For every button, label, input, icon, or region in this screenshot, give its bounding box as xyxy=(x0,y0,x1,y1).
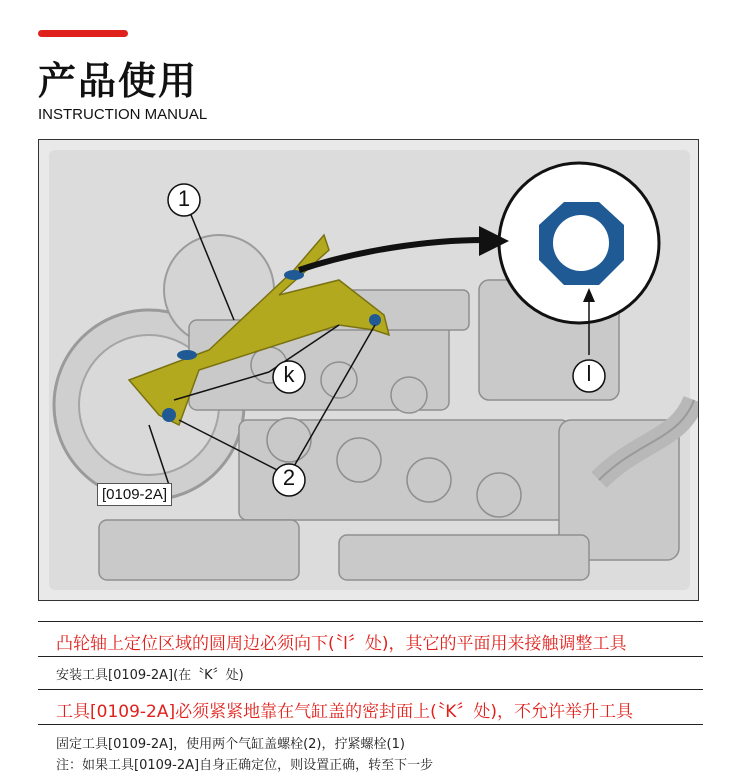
instruction-line-1: 凸轮轴上定位区域的圆周边必须向下(〝l〞处)，其它的平面用来接触调整工具 xyxy=(56,634,627,654)
callout-l: l xyxy=(586,361,592,386)
engine-diagram xyxy=(38,139,699,601)
divider xyxy=(38,689,703,690)
instruction-line-5: 注：如果工具[0109-2A]自身正确定位，则设置正确，转至下一步 xyxy=(56,758,434,773)
instruction-line-4: 固定工具[0109-2A]，使用两个气缸盖螺栓(2)，拧紧螺栓(1) xyxy=(56,737,405,752)
instruction-line-3: 工具[0109-2A]必须紧紧地靠在气缸盖的密封面上(〝K〞处)，不允许举升工具 xyxy=(56,702,634,722)
divider xyxy=(38,656,703,657)
callout-k: k xyxy=(283,362,295,387)
accent-bar xyxy=(38,30,128,37)
instruction-line-2: 安装工具[0109-2A](在〝K〞处) xyxy=(56,668,244,683)
divider xyxy=(38,724,703,725)
callout-2: 2 xyxy=(282,465,296,490)
page-subtitle: INSTRUCTION MANUAL xyxy=(38,106,208,123)
tool-reference-label: [0109-2A] xyxy=(97,483,172,506)
callout-1: 1 xyxy=(177,186,191,211)
page-title: 产品使用 xyxy=(38,59,199,103)
divider xyxy=(38,621,703,622)
